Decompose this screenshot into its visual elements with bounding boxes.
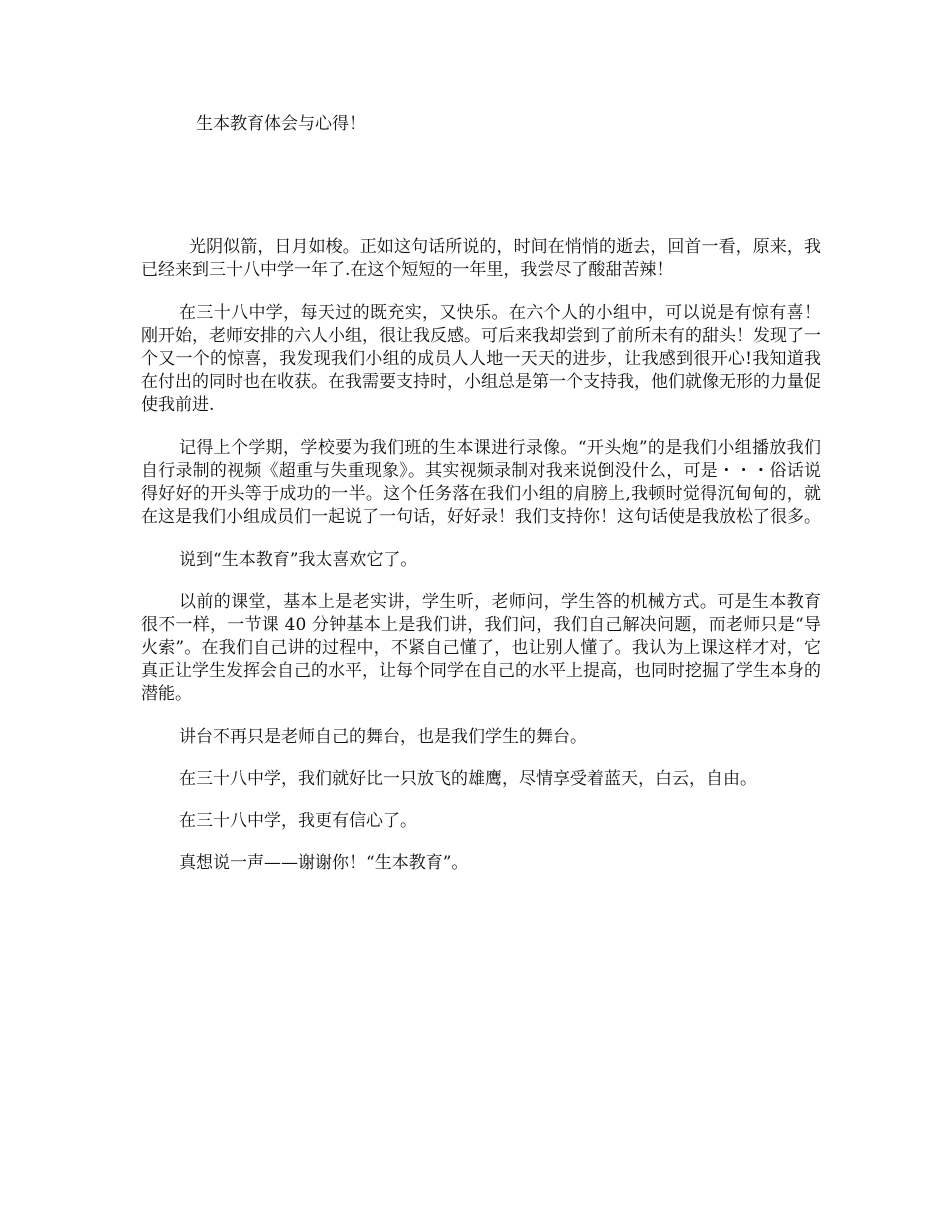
paragraph-9: 真想说一声——谢谢你！“生本教育”。 (179, 853, 469, 873)
paragraph-2: 在三十八中学，每天过的既充实，又快乐。在六个人的小组中，可以说是有惊有喜！刚开始，老师安排的六人小组，很让我反感。可后来我却尝到了前所未有的甜头！发现了一个又一个的惊喜，我发现我们小组的成员人人地一天天的进步，让我感到很开心!我知道我在付出的同时也在收获。在我需要支持时，小组总是第一个支持我，他们就像无形的力量促使我前进. (141, 303, 821, 415)
paragraph-5: 以前的课堂，基本上是老实讲，学生听，老师问，学生答的机械方式。可是生本教育很不一样，一节课 40 分钟基本上是我们讲，我们问，我们自己解决问题，而老师只是“导火索”。在我们自己讲的过程中，不紧自己懂了，也让别人懂了。我认为上课这样才对，它真正让学生发挥会自己的水平，让每个同学在自己的水平上提高，也同时挖掘了学生本身的潜能。 (141, 592, 821, 704)
paragraph-8: 在三十八中学，我更有信心了。 (179, 811, 417, 831)
paragraph-1: 光阴似箭，日月如梭。正如这句话所说的，时间在悄悄的逝去，回首一看，原来，我已经来到三十八中学一年了.在这个短短的一年里，我尝尽了酸甜苦辣！ (141, 237, 821, 280)
paragraph-4: 说到“生本教育”我太喜欢它了。 (179, 550, 418, 570)
paragraph-7: 在三十八中学，我们就好比一只放飞的雄鹰，尽情享受着蓝天，白云，自由。 (179, 769, 757, 789)
document-body (141, 236, 821, 894)
paragraph-3: 记得上个学期，学校要为我们班的生本课进行录像。“开头炮”的是我们小组播放我们自行录制的视频《超重与失重现象》。其实视频录制对我来说倒没什么，可是・・・俗话说得好好的开头等于成功的一半。这个任务落在我们小组的肩膀上,我顿时觉得沉甸甸的，就在这是我们小组成员们一起说了一句话，好好录！我们支持你！这句话使是我放松了很多。 (141, 438, 821, 527)
document-title: 生本教育体会与心得！ (196, 114, 366, 134)
paragraph-6: 讲台不再只是老师自己的舞台，也是我们学生的舞台。 (179, 727, 587, 747)
